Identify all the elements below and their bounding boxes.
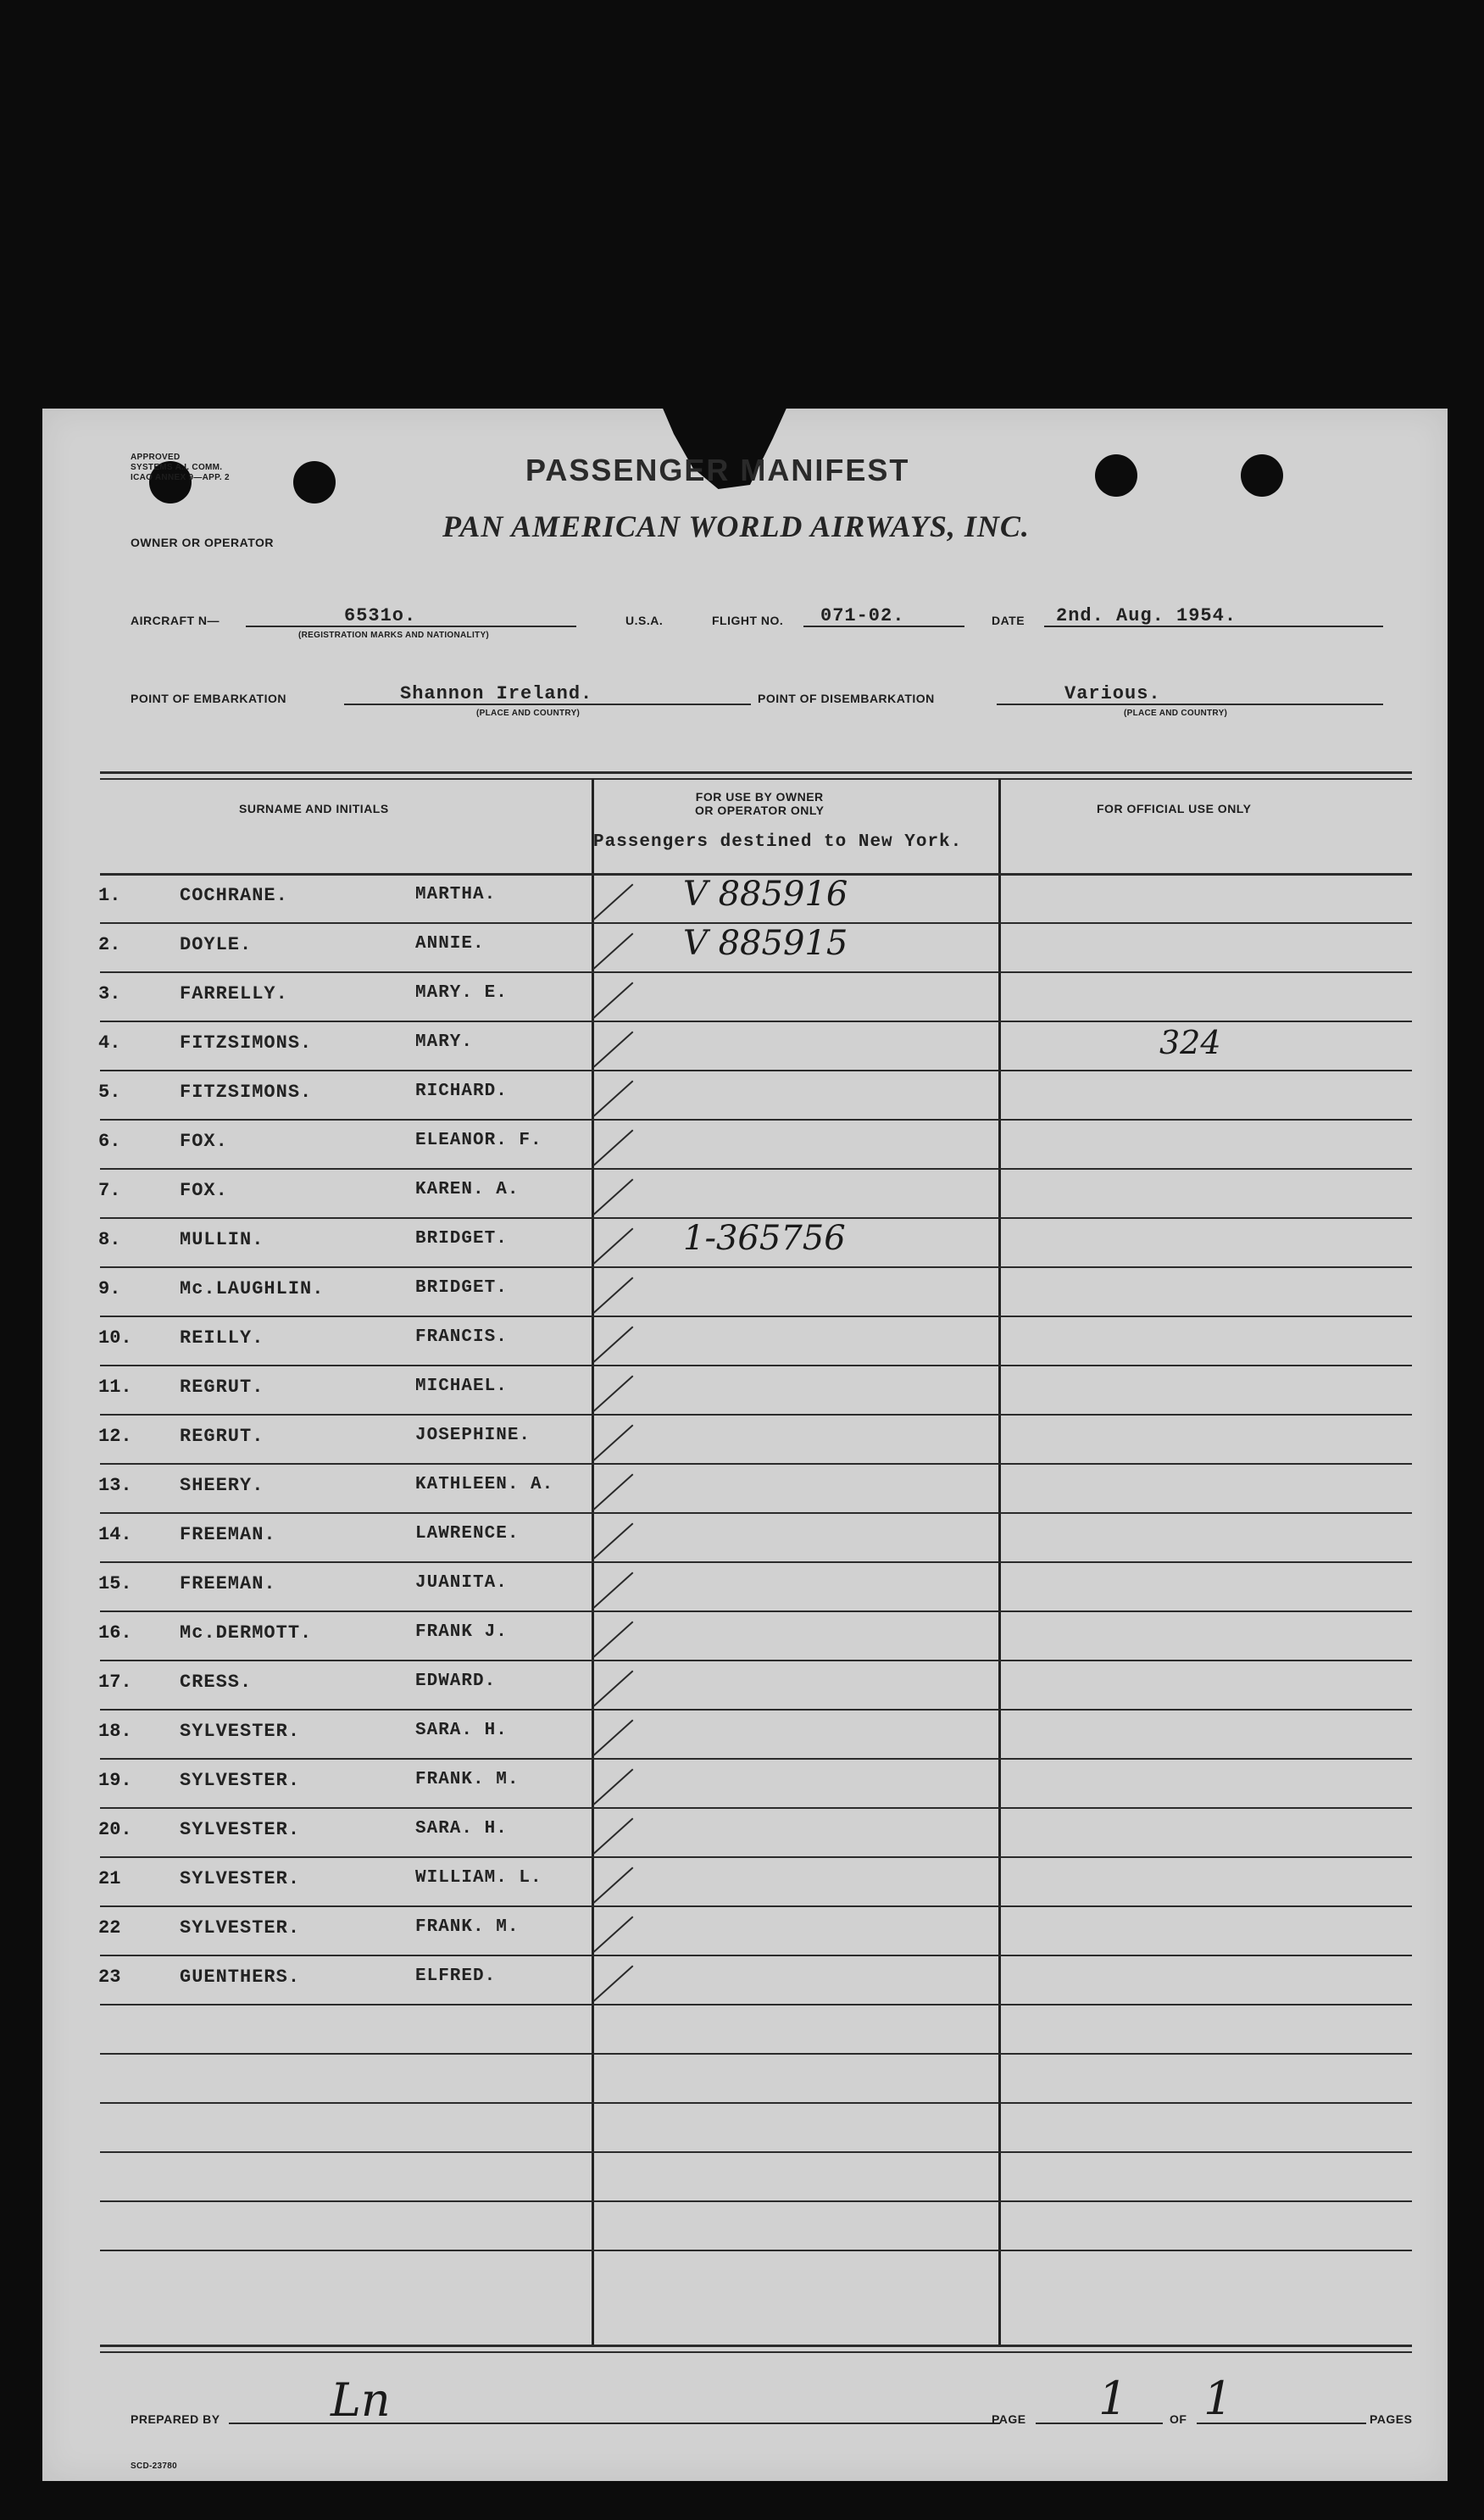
check-tick (593, 1130, 633, 1166)
check-tick (593, 1327, 633, 1363)
embark-value: Shannon Ireland. (400, 683, 593, 704)
check-tick (593, 982, 633, 1019)
passenger-given-name: FRANK. M. (415, 1770, 520, 1789)
aircraft-label: AIRCRAFT N— (131, 614, 220, 627)
col-header-name: SURNAME AND INITIALS (239, 802, 389, 815)
check-tick (593, 1523, 633, 1560)
row-rule (100, 1905, 1412, 1907)
check-tick (593, 1916, 633, 1953)
passenger-surname: FITZSIMONS. (180, 1082, 313, 1103)
row-rule (100, 1807, 1412, 1809)
check-tick (593, 1277, 633, 1314)
row-number: 11. (98, 1377, 132, 1398)
passenger-surname: Mc.DERMOTT. (180, 1622, 313, 1644)
passenger-given-name: SARA. H. (415, 1819, 508, 1839)
passenger-given-name: RICHARD. (415, 1082, 508, 1101)
row-number: 19. (98, 1770, 132, 1791)
disembark-underline (997, 704, 1383, 705)
passenger-given-name: KAREN. A. (415, 1180, 520, 1199)
row-number: 5. (98, 1082, 121, 1103)
passenger-surname: FOX. (180, 1180, 228, 1201)
passenger-surname: GUENTHERS. (180, 1966, 301, 1988)
row-rule (100, 1512, 1412, 1514)
row-rule (100, 1365, 1412, 1366)
check-tick (593, 1572, 633, 1609)
passenger-surname: COCHRANE. (180, 885, 288, 906)
embark-sublabel: (PLACE AND COUNTRY) (476, 709, 581, 718)
passenger-surname: SYLVESTER. (180, 1917, 301, 1939)
owner-ticket-number: 1-365756 (683, 1219, 846, 1258)
of-value: 1 (1203, 2372, 1233, 2425)
aircraft-value: 6531o. (344, 605, 417, 626)
owner-ticket-number: V 885916 (683, 875, 848, 914)
passenger-given-name: LAWRENCE. (415, 1524, 520, 1544)
row-number: 13. (98, 1475, 132, 1496)
row-number: 20. (98, 1819, 132, 1840)
passenger-given-name: MICHAEL. (415, 1377, 508, 1396)
passenger-surname: CRESS. (180, 1672, 253, 1693)
disembark-value: Various. (1064, 683, 1161, 704)
passenger-surname: FOX. (180, 1131, 228, 1152)
row-number: 23 (98, 1966, 121, 1988)
nationality: U.S.A. (625, 614, 664, 627)
passenger-given-name: MARTHA. (415, 885, 497, 904)
row-number: 9. (98, 1278, 121, 1299)
passenger-given-name: ANNIE. (415, 934, 485, 954)
passenger-surname: MULLIN. (180, 1229, 264, 1250)
check-tick (593, 1769, 633, 1805)
table-top-rule-2 (100, 778, 1412, 780)
page-label: PAGE (992, 2412, 1026, 2426)
passenger-given-name: JUANITA. (415, 1573, 508, 1593)
row-rule (100, 2102, 1412, 2104)
approval-stamp: APPROVED SYSTEMS A.I. COMM. ICAO ANNEX 9—APP. 2 (131, 453, 230, 482)
passenger-surname: FREEMAN. (180, 1573, 276, 1594)
row-number: 6. (98, 1131, 121, 1152)
row-number: 22 (98, 1917, 121, 1939)
passenger-surname: FITZSIMONS. (180, 1032, 313, 1054)
check-tick (593, 1720, 633, 1756)
passenger-surname: REILLY. (180, 1327, 264, 1349)
passenger-given-name: ELFRED. (415, 1966, 497, 1986)
row-rule (100, 1266, 1412, 1268)
row-number: 14. (98, 1524, 132, 1545)
disembark-label: POINT OF DISEMBARKATION (758, 692, 935, 705)
table-top-rule (100, 771, 1412, 774)
passenger-surname: FARRELLY. (180, 983, 288, 1004)
owner-label: OWNER OR OPERATOR (131, 536, 274, 549)
row-rule (100, 2151, 1412, 2153)
punch-hole (293, 461, 336, 503)
owner-note: Passengers destined to New York. (593, 832, 963, 852)
passenger-given-name: ELEANOR. F. (415, 1131, 542, 1150)
passenger-given-name: MARY. (415, 1032, 474, 1052)
row-number: 2. (98, 934, 121, 955)
passenger-surname: SYLVESTER. (180, 1868, 301, 1889)
passenger-given-name: FRANCIS. (415, 1327, 508, 1347)
row-rule (100, 1070, 1412, 1071)
row-rule (100, 2004, 1412, 2005)
row-number: 15. (98, 1573, 132, 1594)
row-number: 1. (98, 885, 121, 906)
check-tick (593, 1966, 633, 2002)
check-tick (593, 1474, 633, 1510)
check-tick (593, 1671, 633, 1707)
check-tick (593, 1376, 633, 1412)
check-tick (593, 1179, 633, 1215)
official-mark: 324 (1159, 1024, 1221, 1061)
passenger-surname: REGRUT. (180, 1377, 264, 1398)
passenger-surname: SHEERY. (180, 1475, 264, 1496)
passenger-surname: Mc.LAUGHLIN. (180, 1278, 325, 1299)
row-number: 4. (98, 1032, 121, 1054)
row-rule (100, 1660, 1412, 1661)
flight-value: 071-02. (820, 605, 905, 626)
embark-label: POINT OF EMBARKATION (131, 692, 286, 705)
form-code: SCD-23780 (131, 2462, 177, 2471)
passenger-given-name: KATHLEEN. A. (415, 1475, 554, 1494)
passenger-given-name: WILLIAM. L. (415, 1868, 542, 1888)
row-number: 8. (98, 1229, 121, 1250)
check-tick (593, 1425, 633, 1461)
row-rule (100, 1168, 1412, 1170)
of-label: OF (1170, 2412, 1187, 2426)
page-value: 1 (1098, 2372, 1128, 2425)
row-rule (100, 1610, 1412, 1612)
row-rule (100, 2053, 1412, 2055)
manifest-page (42, 409, 1448, 2481)
check-tick (593, 1622, 633, 1658)
check-tick (593, 1228, 633, 1265)
passenger-given-name: FRANK. M. (415, 1917, 520, 1937)
disembark-sublabel: (PLACE AND COUNTRY) (1124, 709, 1228, 718)
check-tick (593, 1081, 633, 1117)
page-title: PASSENGER MANIFEST (525, 453, 910, 487)
row-rule (100, 1709, 1412, 1711)
passenger-given-name: BRIDGET. (415, 1278, 508, 1298)
row-rule (100, 2250, 1412, 2251)
row-rule (100, 2200, 1412, 2202)
aircraft-sublabel: (REGISTRATION MARKS AND NATIONALITY) (298, 631, 490, 640)
col-header-official: FOR OFFICIAL USE ONLY (1097, 802, 1252, 815)
check-tick (593, 1032, 633, 1068)
check-tick (593, 1867, 633, 1904)
date-value: 2nd. Aug. 1954. (1056, 605, 1237, 626)
punch-hole (1095, 454, 1137, 497)
punch-hole (1241, 454, 1283, 497)
prepared-signature: Ln (331, 2373, 391, 2427)
row-rule (100, 1463, 1412, 1465)
table-bottom-rule (100, 2345, 1412, 2347)
owner-ticket-number: V 885915 (683, 924, 848, 963)
passenger-surname: REGRUT. (180, 1426, 264, 1447)
row-rule (100, 1316, 1412, 1317)
row-number: 12. (98, 1426, 132, 1447)
row-number: 21 (98, 1868, 121, 1889)
passenger-surname: DOYLE. (180, 934, 253, 955)
check-tick (593, 1818, 633, 1855)
airline-name: PAN AMERICAN WORLD AIRWAYS, INC. (442, 509, 1030, 543)
passenger-given-name: MARY. E. (415, 983, 508, 1003)
date-label: DATE (992, 614, 1025, 627)
row-number: 3. (98, 983, 121, 1004)
passenger-surname: SYLVESTER. (180, 1819, 301, 1840)
row-rule (100, 1021, 1412, 1022)
row-rule (100, 1955, 1412, 1956)
check-tick (593, 884, 633, 921)
row-rule (100, 1758, 1412, 1760)
check-tick (593, 933, 633, 970)
passenger-surname: FREEMAN. (180, 1524, 276, 1545)
passenger-surname: SYLVESTER. (180, 1721, 301, 1742)
passenger-given-name: SARA. H. (415, 1721, 508, 1740)
pages-label: PAGES (1370, 2412, 1413, 2426)
row-number: 16. (98, 1622, 132, 1644)
prepared-label: PREPARED BY (131, 2412, 220, 2426)
row-number: 7. (98, 1180, 121, 1201)
row-rule (100, 1856, 1412, 1858)
row-rule (100, 1119, 1412, 1121)
col-header-owner: FOR USE BY OWNER OR OPERATOR ONLY (695, 790, 825, 817)
row-number: 18. (98, 1721, 132, 1742)
row-rule (100, 1414, 1412, 1416)
passenger-given-name: BRIDGET. (415, 1229, 508, 1249)
passenger-given-name: EDWARD. (415, 1672, 497, 1691)
row-number: 17. (98, 1672, 132, 1693)
passenger-given-name: FRANK J. (415, 1622, 508, 1642)
table-bottom-rule-2 (100, 2351, 1412, 2353)
flight-label: FLIGHT NO. (712, 614, 784, 627)
passenger-given-name: JOSEPHINE. (415, 1426, 531, 1445)
row-rule (100, 971, 1412, 973)
row-number: 10. (98, 1327, 132, 1349)
row-rule (100, 1561, 1412, 1563)
passenger-surname: SYLVESTER. (180, 1770, 301, 1791)
